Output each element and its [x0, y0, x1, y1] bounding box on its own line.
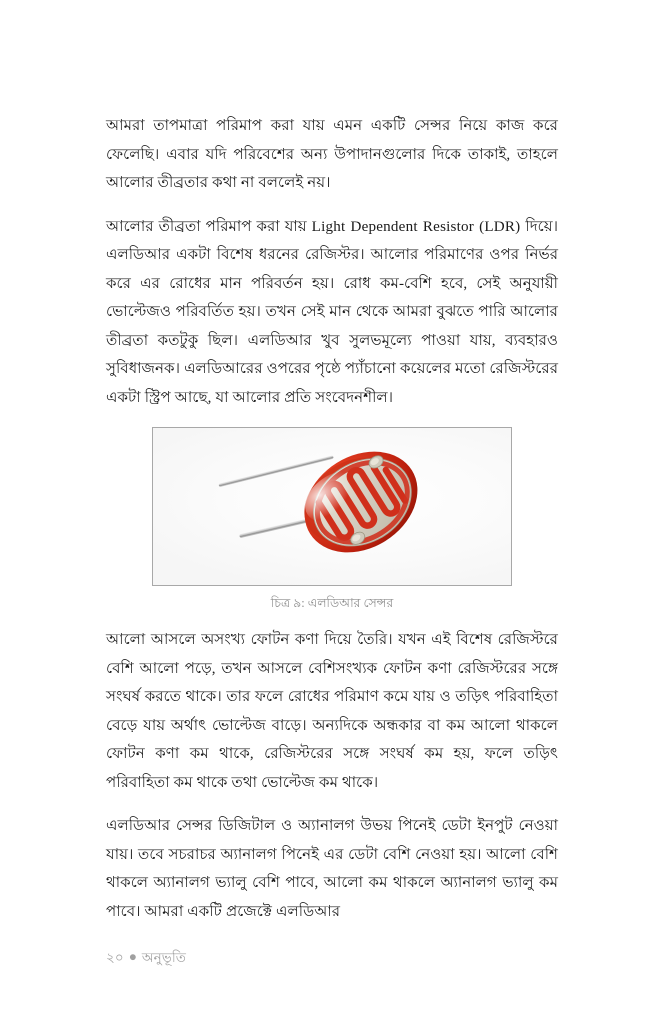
ldr-photo — [153, 428, 511, 585]
footer-separator-icon: ● — [128, 949, 137, 964]
paragraph-2-lead: আলোর তীব্রতা পরিমাপ করা যায় — [106, 218, 312, 235]
paragraph-2-tail: দিয়ে। এলডিআর একটা বিশেষ ধরনের রেজিস্টর। আলোর পরিমাণের ওপর নির্ভর করে এর রোধের মান পরিবর্তন হয়। রোধ কম-বেশি হবে, সেই অনুযায়ী ভোল্টেজও পরিবর্তিত হয়। তখন সেই মান থেকে আমরা বুঝতে পারি আলোর তীব্রতা কতটুকু ছিল। এলডিআর খুব সুলভমূল্যে পাওয়া যায়, ব্যবহারও সুবিধাজনক। এলডিআরের ওপরের পৃষ্ঠে প্যাঁচানো কয়েলের মতো রেজিস্টরের একটা স্ট্রিপ আছে, যা আলোর প্রতি সংবেদনশীল। — [106, 218, 558, 406]
ldr-illustration — [153, 428, 511, 583]
ldr-body — [286, 431, 437, 573]
footer-book-title: অনুভূতি — [141, 950, 187, 965]
footer-page-number: ২০ — [106, 950, 124, 965]
paragraph-4: এলডিআর সেন্সর ডিজিটাল ও অ্যানালগ উভয় পিনেই ডেটা ইনপুট নেওয়া যায়। তবে সচরাচর অ্যানালগ পিনেই এর ডেটা বেশি নেওয়া হয়। আলো বেশি থাকলে অ্যানালগ ভ্যালু বেশি পাবে, আলো কম থাকলে অ্যানালগ ভ্যালু কম পাবে। আমরা একটি প্রজেক্টে এলডিআর — [106, 818, 558, 920]
paragraph-2 — [106, 213, 558, 413]
latin-term-ldr: Light Dependent Resistor (LDR) — [311, 218, 521, 235]
figure-frame — [152, 427, 512, 586]
page-content — [106, 112, 558, 926]
page-footer — [106, 949, 186, 967]
figure-ldr-sensor — [106, 427, 558, 611]
figure-caption: চিত্র ৯: এলডিআর সেন্সর — [270, 596, 394, 610]
paragraph-1: আমরা তাপমাত্রা পরিমাপ করা যায় এমন একটি সেন্সর নিয়ে কাজ করে ফেলেছি। এবার যদি পরিবেশের অন্য উপাদানগুলোর দিকে তাকাই, তাহলে আলোর তীব্রতার কথা না বললেই নয়। — [106, 118, 558, 191]
paragraph-3: আলো আসলে অসংখ্য ফোটন কণা দিয়ে তৈরি। যখন এই বিশেষ রেজিস্টরে বেশি আলো পড়ে, তখন আসলে বেশিসংখ্যক ফোটন কণা রেজিস্টরের সঙ্গে সংঘর্ষ করতে থাকে। তার ফলে রোধের পরিমাণ কমে যায় ও তড়িৎ পরিবাহিতা বেড়ে যায় অর্থাৎ ভোল্টেজ বাড়ে। অন্যদিকে অন্ধকার বা কম আলো থাকলে ফোটন কণা কম থাকে, রেজিস্টরের সঙ্গে সংঘর্ষ কম হয়, ফলে তড়িৎ পরিবাহিতা কম থাকে তথা ভোল্টেজ কম থাকে। — [106, 632, 558, 791]
